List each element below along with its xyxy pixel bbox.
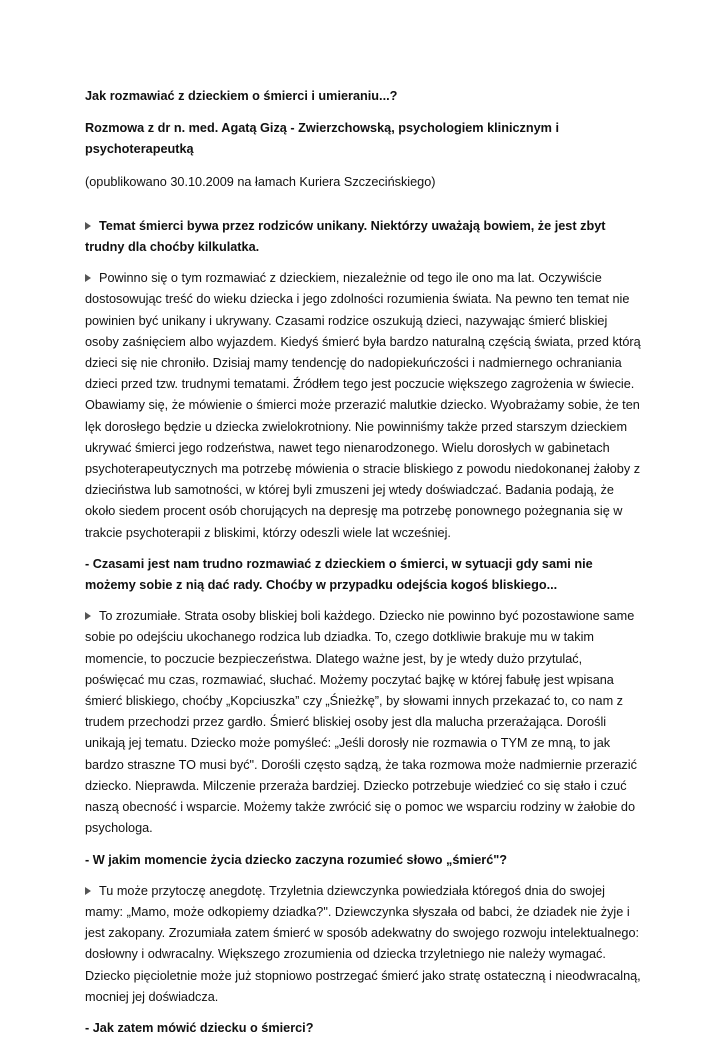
triangle-bullet-icon	[85, 612, 91, 620]
question-1	[85, 216, 641, 258]
question-1-text: Temat śmierci bywa przez rodziców unikany. Niektórzy uważają bowiem, że jest zbyt trudny dla choćby kilkulatka.	[85, 218, 606, 255]
question-4: - Jak zatem mówić dziecku o śmierci?	[85, 1020, 314, 1035]
triangle-bullet-icon	[85, 887, 91, 895]
article	[85, 86, 641, 1039]
question-2: - Czasami jest nam trudno rozmawiać z dzieckiem o śmierci, w sytuacji gdy sami nie możemy sobie z nią dać rady. Choćby w przypadku odejścia kogoś bliskiego...	[85, 556, 593, 593]
answer-2	[85, 606, 641, 839]
publication-info: (opublikowano 30.10.2009 na łamach Kuriera Szczecińskiego)	[85, 174, 436, 189]
article-title: Jak rozmawiać z dzieckiem o śmierci i umieraniu...?	[85, 89, 398, 103]
question-3: - W jakim momencie życia dziecko zaczyna rozumieć słowo „śmierć"?	[85, 852, 508, 867]
answer-2-text: To zrozumiałe. Strata osoby bliskiej boli każdego. Dziecko nie powinno być pozostawione same sobie po odejściu ukochanego rodzica lub dziadka. To, czego dotkliwie brakuje mu w takim momencie, to poczucie bezpieczeństwa. Dlatego ważne jest, by je wtedy dużo przytulać, poświęcać mu czas, rozmawiać, słuchać. Możemy poczytać bajkę w której fabułę jest wpisana śmierć bliskiego, choćby „Kopciuszka” czy „Śnieżkę”, by słowami innych przekazać to, co nam z trudem przechodzi przez gardło. Śmierć bliskiej osoby jest dla malucha przerażająca. Dorośli unikają jej tematu. Dziecko może pomyśleć: „Jeśli dorosły nie rozmawia o TYM ze mną, to jak bardzo straszne TO musi być". Dorośli często sądzą, że taka rozmowa może nadmiernie przerazić dziecko. Nieprawda. Milczenie przeraża bardziej. Dziecko potrzebuje wiedzieć co się stało i czuć naszą obecność i wsparcie. Możemy także zwrócić się o pomoc we wsparciu rodziny w żałobie do psychologa.	[85, 609, 637, 836]
answer-3	[85, 881, 641, 1008]
article-subtitle: Rozmowa z dr n. med. Agatą Gizą - Zwierzchowską, psychologiem klinicznym i psychoterapeutką	[85, 121, 560, 157]
triangle-bullet-icon	[85, 274, 91, 282]
answer-1-text: Powinno się o tym rozmawiać z dzieckiem, niezależnie od tego ile ono ma lat. Oczywiście dostosowując treść do wieku dziecka i jego zdolności rozumienia świata. Na pewno ten temat nie powinien być unikany i ukrywany. Czasami rodzice oszukują dzieci, nazywając śmierć bliskiej osoby zaśnięciem albo wyjazdem. Kiedyś śmierć była bardzo naturalną częścią świata, przed którą dzieci się nie chroniło. Dzisiaj mamy tendencję do nadopiekuńczości i nadmiernego ochraniania dzieci przed tzw. trudnymi tematami. Źródłem tego jest poczucie większego zagrożenia w świecie. Obawiamy się, że mówienie o śmierci może przerazić malutkie dziecko. Wyobrażamy sobie, że ten lęk dorosłego będzie u dziecka zwielokrotniony. Nie powinniśmy także przed starszym dzieckiem ukrywać śmierci jego rodzeństwa, nawet tego nienarodzonego. Wielu dorosłych w gabinetach psychoterapeutycznych ma potrzebę mówienia o stracie bliskiego z powodu niedokonanej żałoby z dzieciństwa lub samotności, w której byli zmuszeni jej wtedy doświadczać. Badania podają, że około siedem procent osób chorujących na depresję ma potrzebę ponownego pożegnania się w trakcie psychoterapii z bliskimi, którzy odeszli wiele lat wcześniej.	[85, 271, 641, 540]
triangle-bullet-icon	[85, 222, 91, 230]
answer-3-text: Tu może przytoczę anegdotę. Trzyletnia dziewczynka powiedziała któregoś dnia do swojej mamy: „Mamo, może odkopiemy dziadka?". Dziewczynka słyszała od babci, że dziadek nie żyje i jest zakopany. Zrozumiała zatem śmierć w sposób adekwatny do swojego rozwoju intelektualnego: dosłowny i odwracalny. Większego zrozumienia od dziecka trzyletniego nie należy wymagać. Dziecko pięcioletnie może już stopniowo postrzegać śmierć jako stratę ostateczną i nieodwracalną, mocniej jej doświadcza.	[85, 883, 641, 1004]
answer-1	[85, 268, 641, 544]
